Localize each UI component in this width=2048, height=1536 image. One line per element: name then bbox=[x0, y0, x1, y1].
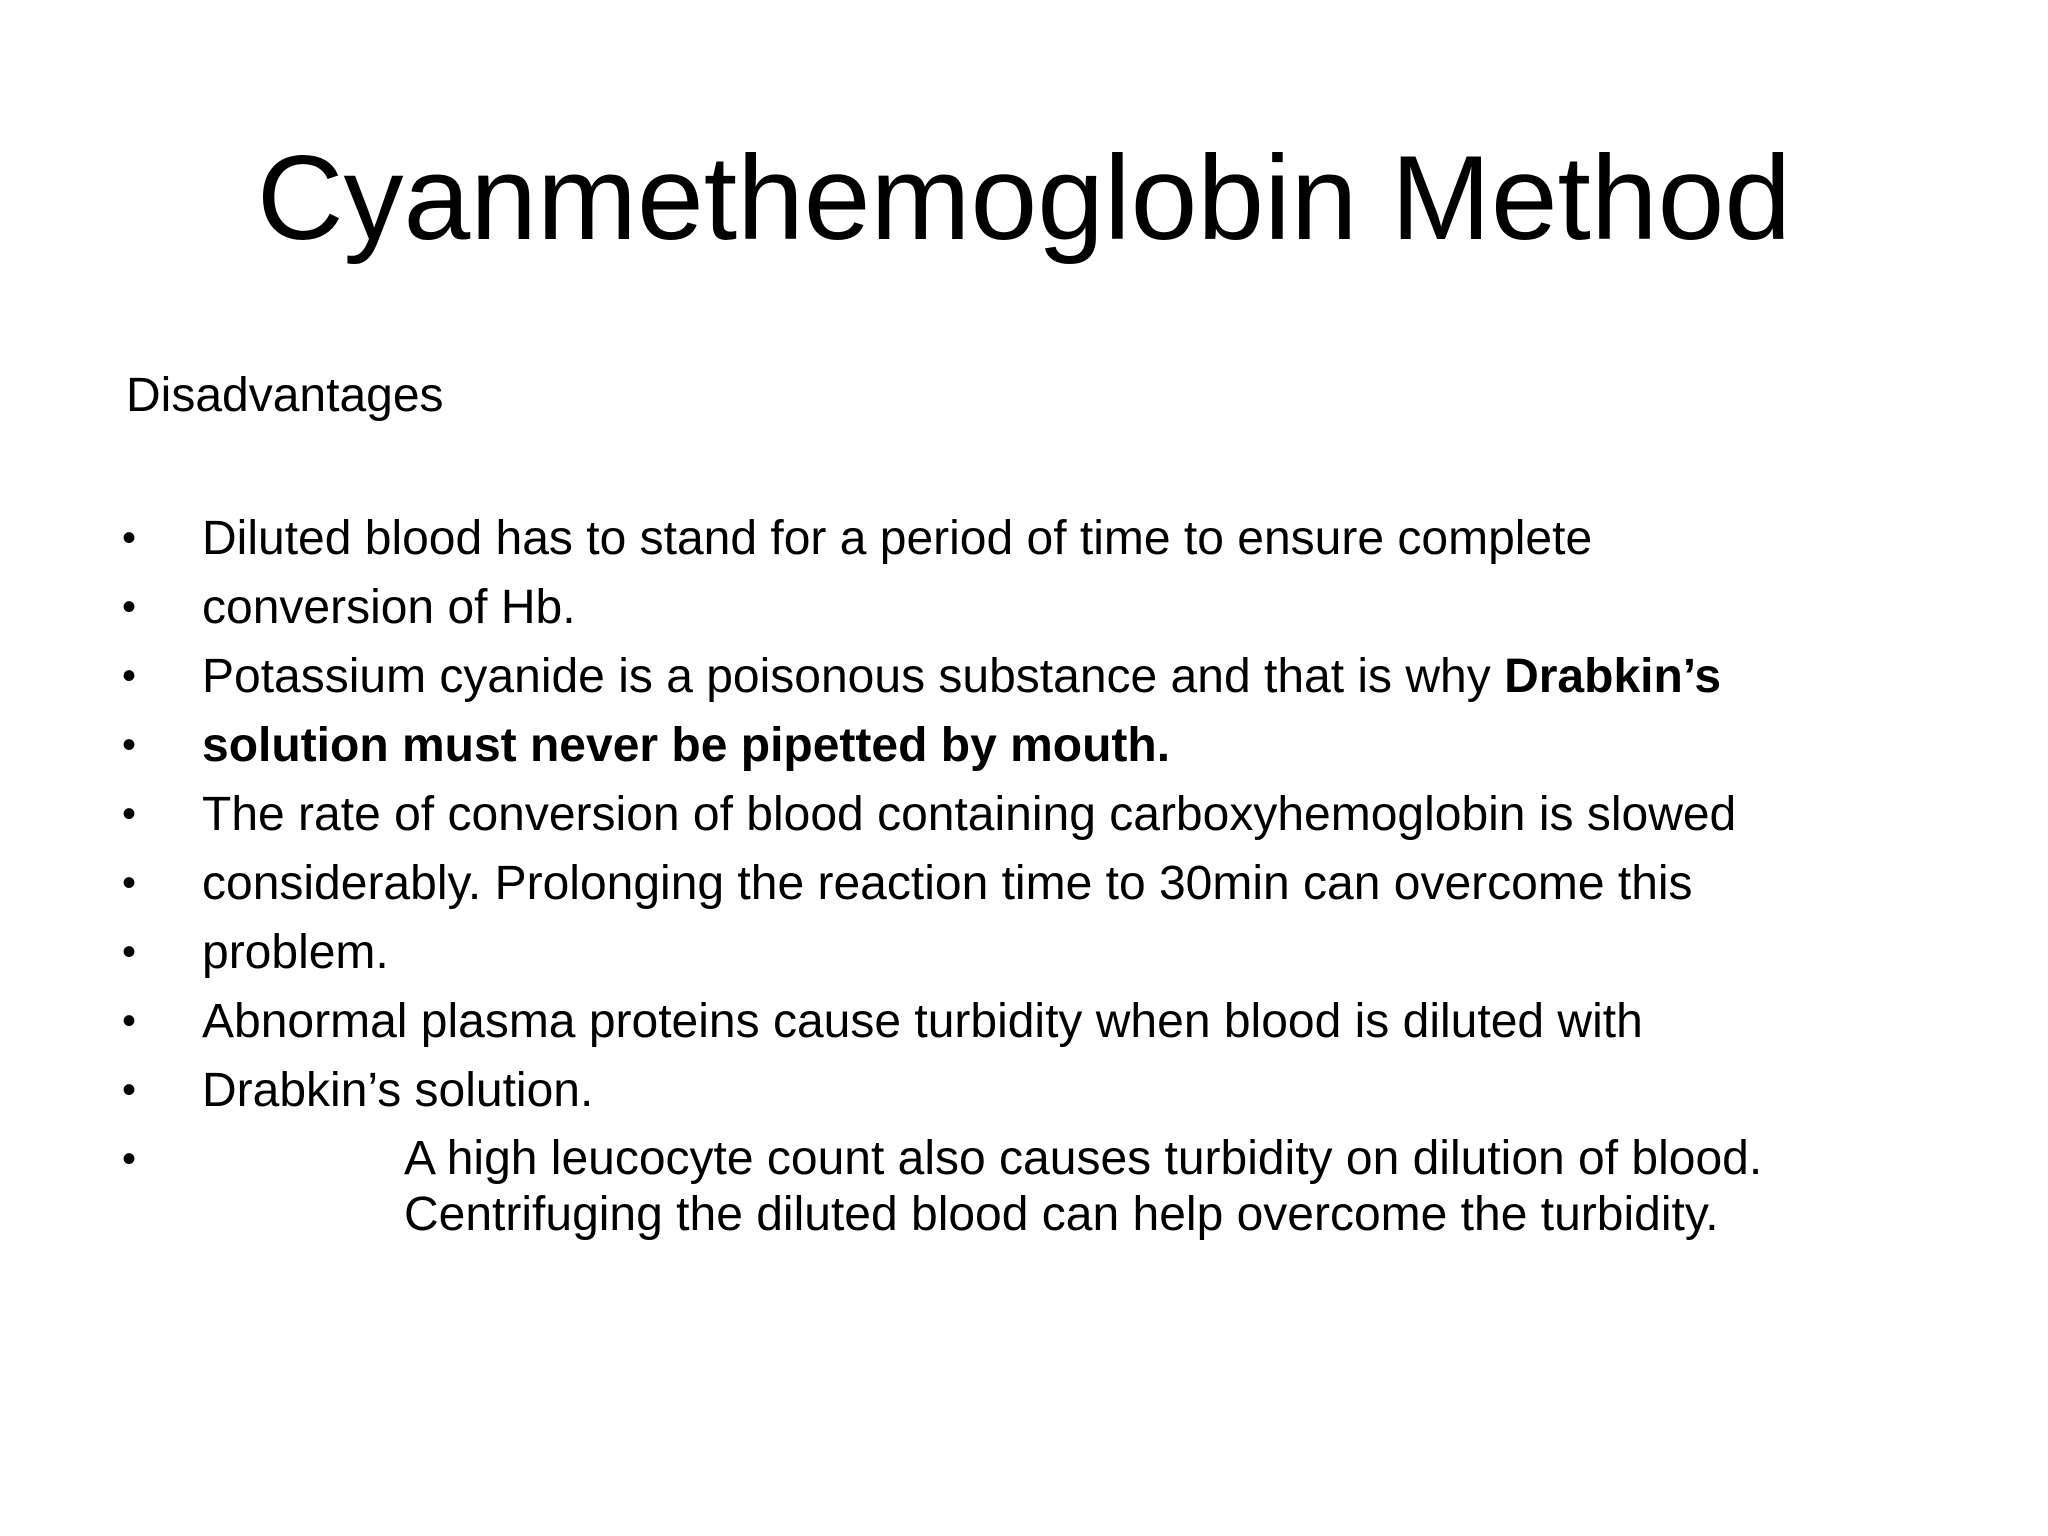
slide-title: Cyanmethemoglobin Method bbox=[256, 131, 1792, 265]
list-item bbox=[0, 849, 2048, 918]
list-item bbox=[0, 1056, 2048, 1125]
bullet-text-run: Drabkin’s solution. bbox=[202, 1064, 594, 1117]
section-heading: Disadvantages bbox=[126, 369, 444, 422]
bullet-icon: • bbox=[122, 861, 137, 905]
bullet-text bbox=[404, 1131, 2004, 1243]
list-item bbox=[0, 711, 2048, 780]
bullet-bold-run: solution must never be pipetted by mouth. bbox=[202, 719, 1171, 772]
list-item bbox=[0, 918, 2048, 987]
bullet-icon: • bbox=[122, 1068, 137, 1112]
list-item bbox=[0, 1125, 2048, 1243]
bullet-text bbox=[202, 780, 1736, 849]
bullet-text-run: A high leucocyte count also causes turbidity on dilution of blood. bbox=[404, 1132, 1763, 1185]
bullet-text-run: Abnormal plasma proteins cause turbidity when blood is diluted with bbox=[202, 995, 1643, 1048]
bullet-text bbox=[202, 711, 1170, 780]
bullet-icon: • bbox=[122, 654, 137, 698]
bullet-text-run: Diluted blood has to stand for a period of time to ensure complete bbox=[202, 512, 1593, 565]
bullet-text-run: The rate of conversion of blood containing carboxyhemoglobin is slowed bbox=[202, 788, 1737, 841]
bullet-bold-run: Drabkin’s bbox=[1504, 650, 1722, 703]
bullet-list bbox=[0, 504, 2048, 1243]
bullet-text bbox=[202, 1056, 593, 1125]
bullet-text-run: conversion of Hb. bbox=[202, 581, 576, 634]
bullet-text bbox=[202, 573, 576, 642]
bullet-text bbox=[202, 642, 1721, 711]
bullet-icon: • bbox=[122, 792, 137, 836]
bullet-icon: • bbox=[122, 516, 137, 560]
bullet-icon: • bbox=[122, 723, 137, 767]
bullet-icon: • bbox=[122, 930, 137, 974]
bullet-text-run: considerably. Prolonging the reaction time to 30min can overcome this bbox=[202, 857, 1693, 910]
bullet-text bbox=[202, 504, 1592, 573]
bullet-text bbox=[202, 918, 389, 987]
bullet-icon: • bbox=[122, 999, 137, 1043]
bullet-text-run: problem. bbox=[202, 926, 389, 979]
list-item bbox=[0, 987, 2048, 1056]
list-item bbox=[0, 573, 2048, 642]
bullet-text bbox=[202, 987, 1643, 1056]
bullet-text-run: Potassium cyanide is a poisonous substance and that is why bbox=[202, 650, 1505, 703]
bullet-icon: • bbox=[122, 585, 137, 629]
list-item bbox=[0, 780, 2048, 849]
bullet-icon: • bbox=[122, 1137, 137, 1181]
list-item bbox=[0, 642, 2048, 711]
bullet-text-run: Centrifuging the diluted blood can help overcome the turbidity. bbox=[404, 1188, 1719, 1241]
bullet-text bbox=[202, 849, 1693, 918]
list-item bbox=[0, 504, 2048, 573]
